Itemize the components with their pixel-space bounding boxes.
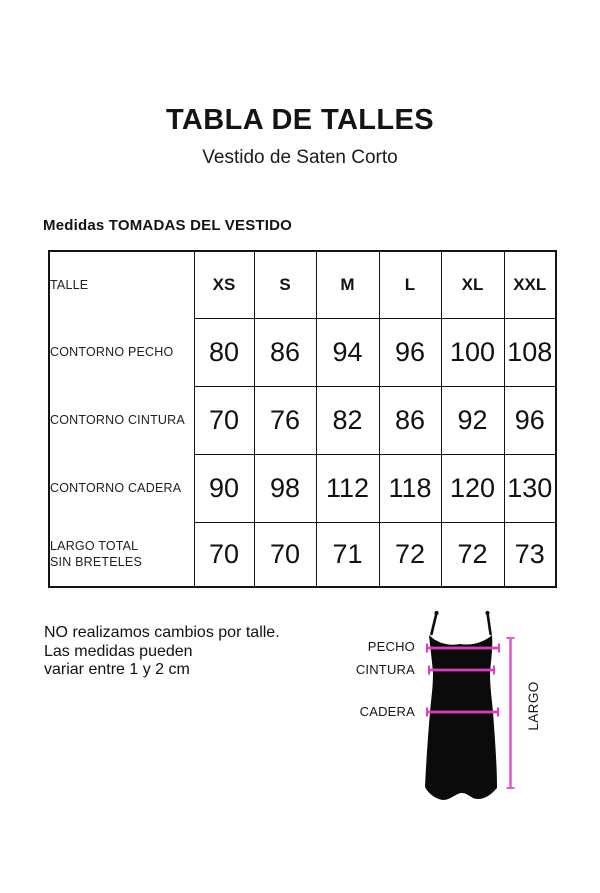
value-cell: 70 (194, 386, 254, 454)
size-column-header-xxl: XXL (504, 251, 556, 318)
dress-strap-right (488, 613, 491, 634)
value-cell: 92 (441, 386, 504, 454)
value-cell: 70 (194, 522, 254, 587)
exchange-policy-note (44, 624, 280, 680)
value-cell: 98 (254, 454, 316, 522)
measurements-section-label: Medidas TOMADAS DEL VESTIDO (43, 217, 293, 234)
cintura-label: CINTURA (355, 662, 415, 677)
value-cell: 118 (379, 454, 441, 522)
cadera-label: CADERA (359, 704, 415, 719)
table-row-largo (49, 522, 556, 587)
value-cell: 120 (441, 454, 504, 522)
row-label-largo-total: LARGO TOTAL SIN BRETELES (50, 538, 143, 569)
largo-measure-line (507, 638, 515, 788)
size-column-header-s: S (254, 251, 316, 318)
value-cell: 100 (441, 318, 504, 386)
size-column-header-xl: XL (441, 251, 504, 318)
size-column-header-l: L (379, 251, 441, 318)
dress-silhouette (425, 635, 497, 800)
value-cell: 76 (254, 386, 316, 454)
value-cell: 130 (504, 454, 556, 522)
value-cell: 108 (504, 318, 556, 386)
page-title: TABLA DE TALLES (165, 104, 435, 136)
size-table-header-row (49, 251, 556, 318)
value-cell: 73 (504, 522, 556, 587)
size-column-header-m: M (316, 251, 379, 318)
table-row-cintura (49, 386, 556, 454)
value-cell: 80 (194, 318, 254, 386)
value-cell: 112 (316, 454, 379, 522)
value-cell: 86 (254, 318, 316, 386)
value-cell: 72 (441, 522, 504, 587)
pecho-label: PECHO (367, 639, 415, 654)
size-column-header-xs: XS (194, 251, 254, 318)
page-subtitle: Vestido de Saten Corto (202, 147, 398, 168)
size-table-corner-label: TALLE (50, 278, 89, 292)
row-label-contorno-cadera: CONTORNO CADERA (50, 480, 182, 495)
note-line: variar entre 1 y 2 cm (44, 661, 190, 678)
row-label-contorno-pecho: CONTORNO PECHO (50, 344, 174, 359)
dress-strap-left (432, 613, 437, 634)
value-cell: 96 (379, 318, 441, 386)
value-cell: 94 (316, 318, 379, 386)
value-cell: 70 (254, 522, 316, 587)
table-row-cadera (49, 454, 556, 522)
table-row-pecho (49, 318, 556, 386)
size-table (48, 250, 557, 588)
value-cell: 96 (504, 386, 556, 454)
size-chart-page: TABLA DE TALLES Vestido de Saten Corto Medidas TOMADAS DEL VESTIDO TALLE XS S M L XL XXL CONTORNO PECHO 80 86 94 96 100 108 CONTORNO CINTURA 70 76 82 86 92 96 CONTORNO CADERA 90 98 112 118 120 130 LARGO TOTAL SIN BRETELES 70 70 71 72 72 73 NO realizamos cambios por talle. Las medidas pueden variar entre 1 y 2 cm PECHO CINTURA CADERA LARGO (0, 0, 600, 893)
row-label-contorno-cintura: CONTORNO CINTURA (50, 412, 185, 427)
value-cell: 90 (194, 454, 254, 522)
value-cell: 82 (316, 386, 379, 454)
value-cell: 72 (379, 522, 441, 587)
note-line: NO realizamos cambios por talle. (44, 624, 280, 641)
value-cell: 86 (379, 386, 441, 454)
value-cell: 71 (316, 522, 379, 587)
note-line: Las medidas pueden (44, 642, 193, 660)
